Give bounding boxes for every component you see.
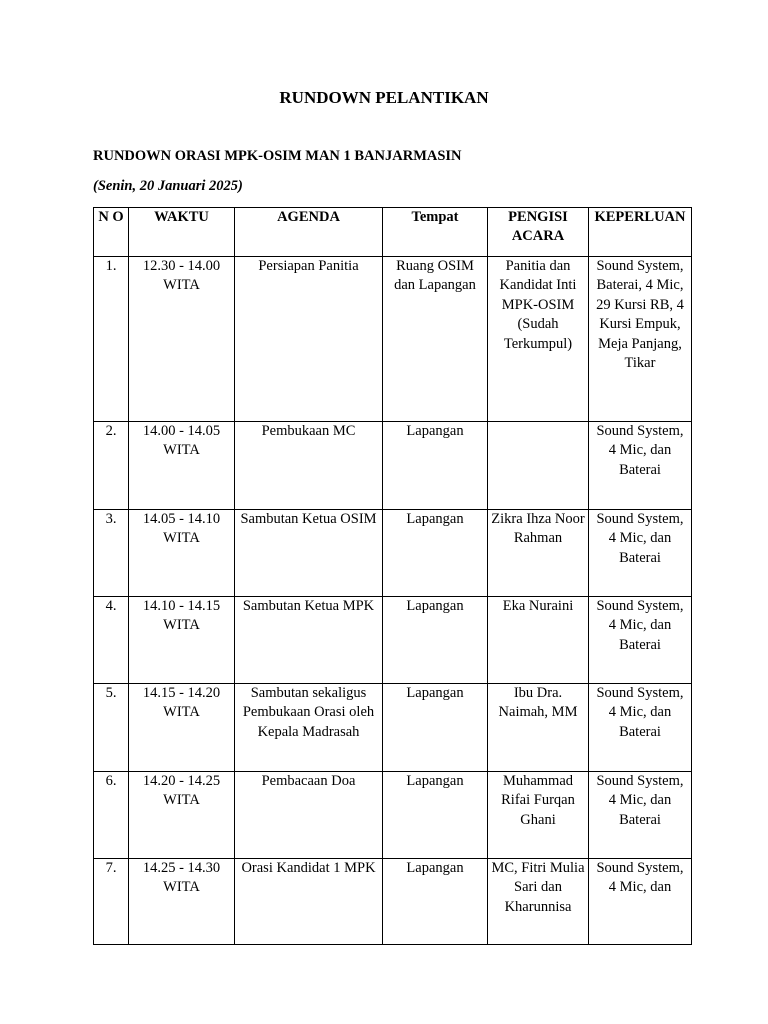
cell-pengisi-acara: MC, Fitri Mulia Sari dan Kharunnisa bbox=[488, 859, 589, 945]
cell-keperluan: Sound System, 4 Mic, dan Baterai bbox=[589, 684, 692, 772]
cell-keperluan: Sound System, 4 Mic, dan Baterai bbox=[589, 597, 692, 684]
cell-agenda: Pembukaan MC bbox=[235, 422, 383, 510]
cell-agenda: Sambutan Ketua OSIM bbox=[235, 510, 383, 597]
cell-keperluan: Sound System, Baterai, 4 Mic, 29 Kursi RB, 4 Kursi Empuk, Meja Panjang, Tikar bbox=[589, 257, 692, 422]
cell-waktu: 14.00 - 14.05 WITA bbox=[129, 422, 235, 510]
cell-keperluan: Sound System, 4 Mic, dan Baterai bbox=[589, 510, 692, 597]
cell-waktu: 14.10 - 14.15 WITA bbox=[129, 597, 235, 684]
cell-no: 7. bbox=[94, 859, 129, 945]
table-row bbox=[94, 859, 692, 945]
header-waktu: WAKTU bbox=[129, 208, 235, 257]
document-title: RUNDOWN PELANTIKAN bbox=[279, 88, 489, 107]
cell-pengisi-acara: Eka Nuraini bbox=[488, 597, 589, 684]
header-no: N O bbox=[94, 208, 129, 257]
cell-pengisi-acara: Muhammad Rifai Furqan Ghani bbox=[488, 772, 589, 859]
cell-agenda: Orasi Kandidat 1 MPK bbox=[235, 859, 383, 945]
cell-tempat: Lapangan bbox=[383, 859, 488, 945]
cell-pengisi-acara bbox=[488, 422, 589, 510]
table-row bbox=[94, 597, 692, 684]
table-row bbox=[94, 684, 692, 772]
event-date: (Senin, 20 Januari 2025) bbox=[93, 178, 243, 194]
cell-agenda: Persiapan Panitia bbox=[235, 257, 383, 422]
cell-no: 6. bbox=[94, 772, 129, 859]
cell-waktu: 14.15 - 14.20 WITA bbox=[129, 684, 235, 772]
table-row bbox=[94, 510, 692, 597]
cell-pengisi-acara: Zikra Ihza Noor Rahman bbox=[488, 510, 589, 597]
cell-no: 1. bbox=[94, 257, 129, 422]
cell-agenda: Pembacaan Doa bbox=[235, 772, 383, 859]
cell-tempat: Lapangan bbox=[383, 772, 488, 859]
cell-pengisi-acara: Panitia dan Kandidat Inti MPK-OSIM (Sudah Terkumpul) bbox=[488, 257, 589, 422]
table-header-row bbox=[94, 208, 692, 257]
cell-no: 5. bbox=[94, 684, 129, 772]
cell-pengisi-acara: Ibu Dra. Naimah, MM bbox=[488, 684, 589, 772]
cell-tempat: Lapangan bbox=[383, 510, 488, 597]
cell-agenda: Sambutan sekaligus Pembukaan Orasi oleh Kepala Madrasah bbox=[235, 684, 383, 772]
header-pengisi-acara: PENGISI ACARA bbox=[488, 208, 589, 257]
cell-tempat: Ruang OSIM dan Lapangan bbox=[383, 257, 488, 422]
cell-agenda: Sambutan Ketua MPK bbox=[235, 597, 383, 684]
header-tempat: Tempat bbox=[383, 208, 488, 257]
cell-keperluan: Sound System, 4 Mic, dan Baterai bbox=[589, 422, 692, 510]
cell-waktu: 14.25 - 14.30 WITA bbox=[129, 859, 235, 945]
cell-tempat: Lapangan bbox=[383, 422, 488, 510]
cell-no: 2. bbox=[94, 422, 129, 510]
cell-keperluan: Sound System, 4 Mic, dan Baterai bbox=[589, 772, 692, 859]
table-row bbox=[94, 257, 692, 422]
cell-no: 4. bbox=[94, 597, 129, 684]
cell-tempat: Lapangan bbox=[383, 597, 488, 684]
rundown-table bbox=[93, 207, 692, 945]
cell-keperluan: Sound System, 4 Mic, dan bbox=[589, 859, 692, 945]
header-agenda: AGENDA bbox=[235, 208, 383, 257]
cell-waktu: 14.05 - 14.10 WITA bbox=[129, 510, 235, 597]
cell-waktu: 14.20 - 14.25 WITA bbox=[129, 772, 235, 859]
document-subtitle: RUNDOWN ORASI MPK-OSIM MAN 1 BANJARMASIN bbox=[93, 148, 462, 164]
cell-no: 3. bbox=[94, 510, 129, 597]
header-keperluan: KEPERLUAN bbox=[589, 208, 692, 257]
table-row bbox=[94, 772, 692, 859]
table-row bbox=[94, 422, 692, 510]
cell-tempat: Lapangan bbox=[383, 684, 488, 772]
cell-waktu: 12.30 - 14.00 WITA bbox=[129, 257, 235, 422]
